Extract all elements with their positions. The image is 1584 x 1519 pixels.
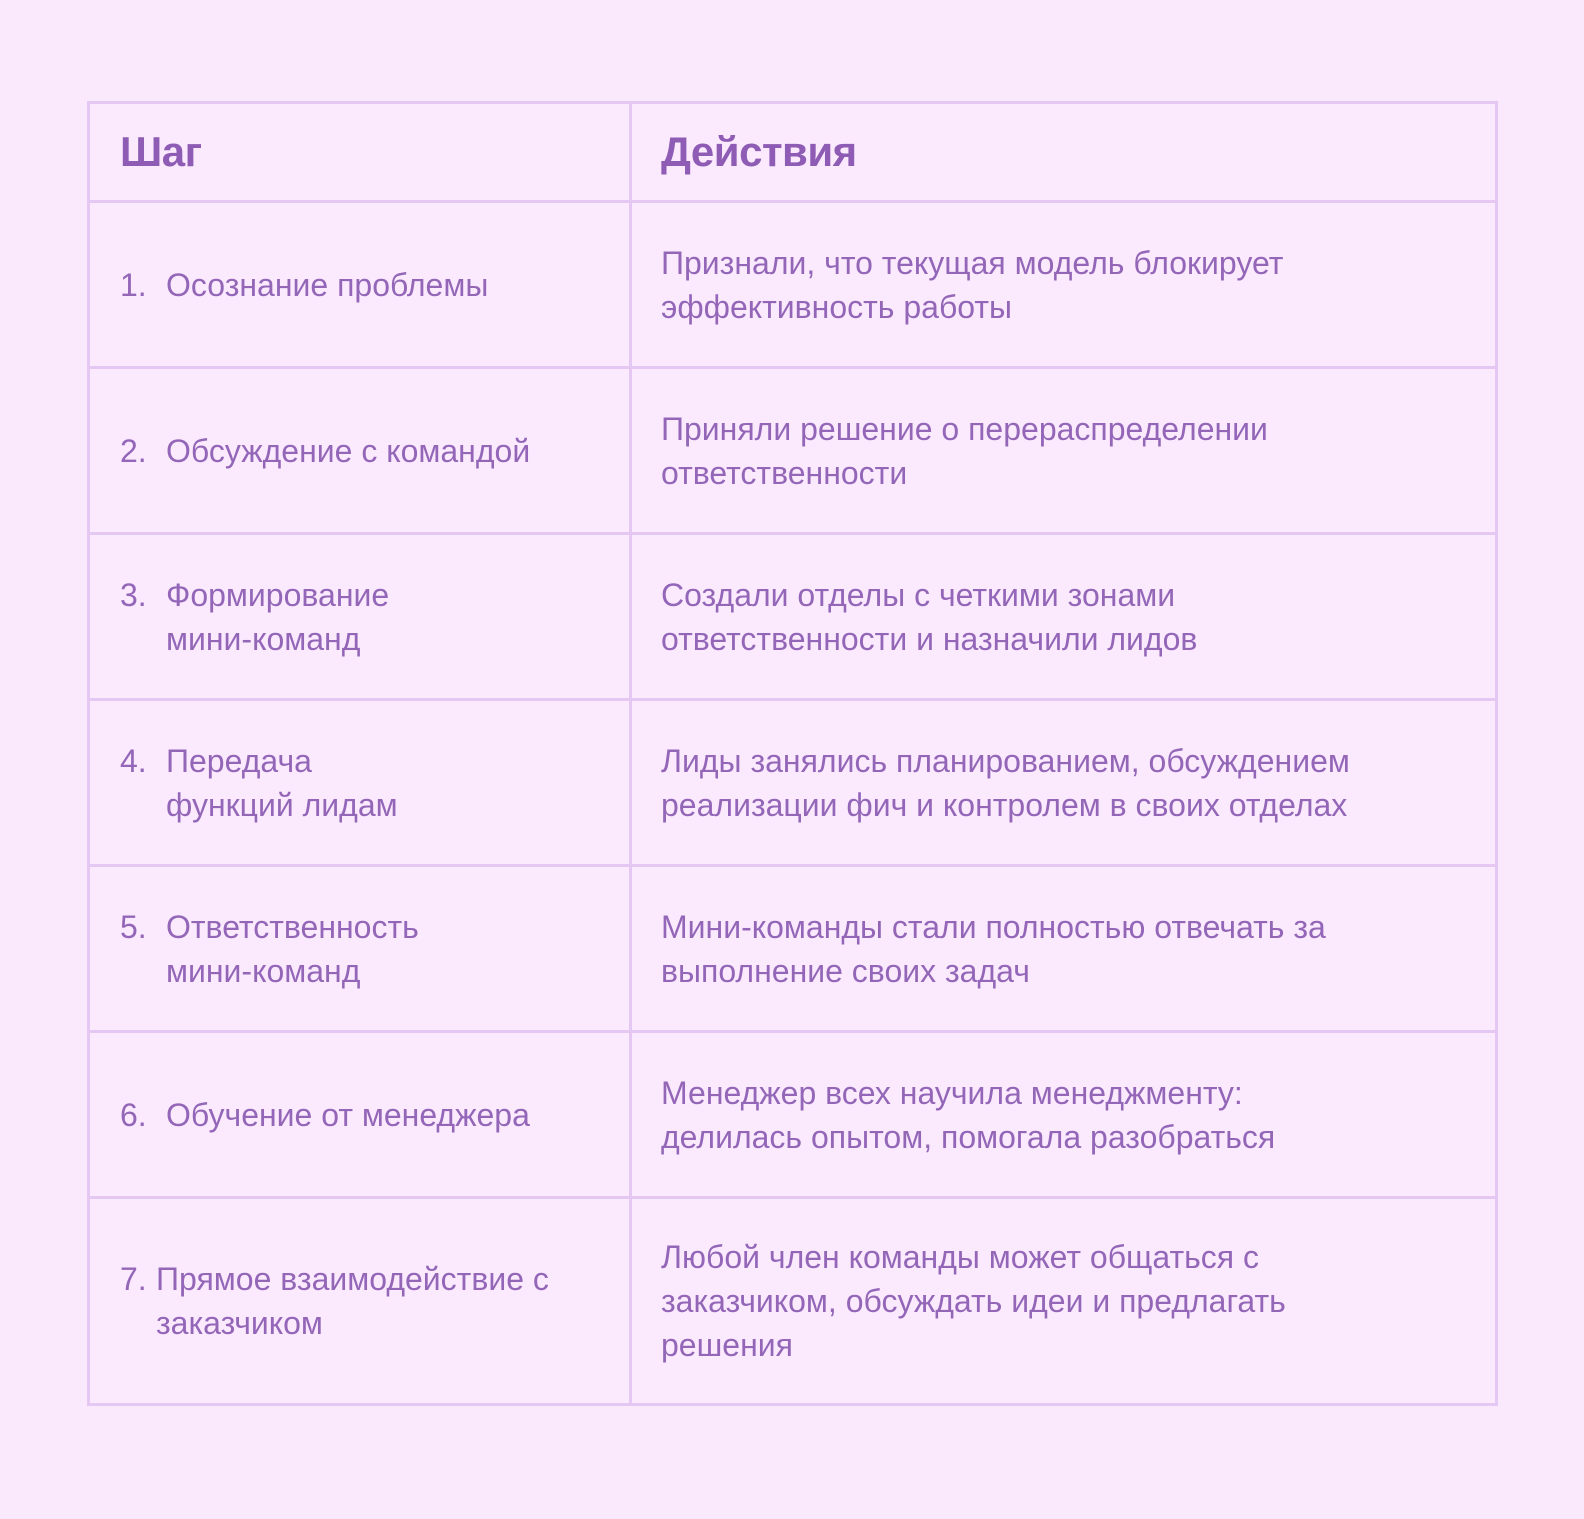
action-text: Признали, что текущая модель блокирует эффективность работы: [661, 244, 1284, 325]
step-label: Формирование мини-команд: [166, 576, 390, 657]
header-actions: Действия: [661, 128, 857, 175]
step-label: Ответственность мини-команд: [166, 908, 419, 989]
table-row: [90, 366, 1495, 532]
step-label: Обучение от менеджера: [166, 1096, 530, 1133]
table-row: [90, 532, 1495, 698]
step-number: 4.: [120, 742, 147, 779]
action-text: Менеджер всех научила менеджменту: делилась опытом, помогала разобраться: [661, 1074, 1276, 1155]
step-label: Прямое взаимодействие с заказчиком: [156, 1261, 549, 1341]
table-row: [90, 1030, 1495, 1196]
step-label: Осознание проблемы: [166, 266, 489, 303]
step-number: 5.: [120, 908, 147, 945]
step-number: 7.: [120, 1261, 147, 1297]
table-row: [90, 200, 1495, 366]
step-number: 2.: [120, 432, 147, 469]
step-number: 3.: [120, 576, 147, 613]
action-text: Мини-команды стали полностью отвечать за выполнение своих задач: [661, 908, 1326, 989]
action-text: Любой член команды может общаться с заказчиком, обсуждать идеи и предлагать решения: [661, 1239, 1286, 1363]
step-label: Обсуждение с командой: [166, 432, 531, 469]
action-text: Лиды занялись планированием, обсуждением реализации фич и контролем в своих отделах: [661, 742, 1350, 823]
table-header-row: [90, 104, 1495, 200]
step-number: 6.: [120, 1096, 147, 1133]
action-text: Создали отделы с четкими зонами ответственности и назначили лидов: [661, 576, 1198, 657]
table-row: [90, 864, 1495, 1030]
header-step: Шаг: [90, 104, 632, 200]
steps-table: [87, 101, 1498, 1406]
step-label: Передача функций лидам: [166, 742, 398, 823]
table-row: [90, 1196, 1495, 1403]
action-text: Приняли решение о перераспределении ответственности: [661, 410, 1268, 491]
step-number: 1.: [120, 266, 147, 303]
table-row: [90, 698, 1495, 864]
